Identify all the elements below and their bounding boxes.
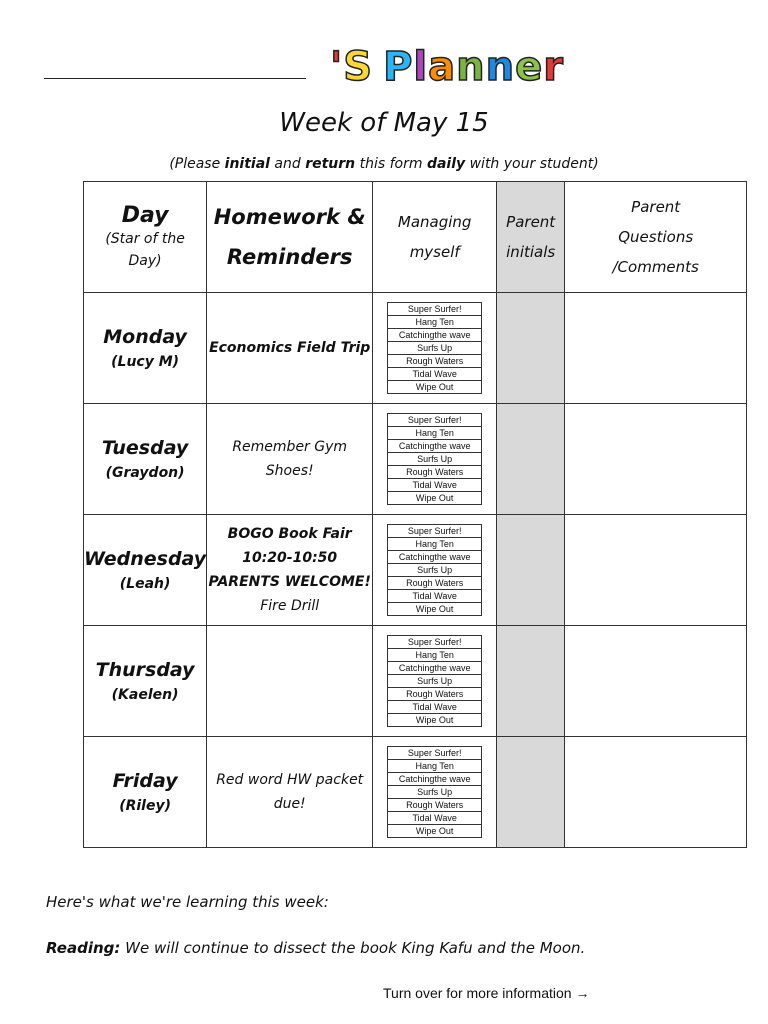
behavior-level-option[interactable]: Hang Ten bbox=[388, 649, 482, 662]
managing-myself-cell bbox=[373, 515, 497, 626]
table-header-row bbox=[84, 182, 747, 293]
header-managing-line-2: myself bbox=[409, 243, 460, 261]
parent-initials-field[interactable] bbox=[497, 515, 565, 626]
reading-label: Reading: bbox=[46, 939, 121, 957]
behavior-level-option[interactable]: Tidal Wave bbox=[388, 368, 482, 381]
homework-line: Fire Drill bbox=[260, 598, 320, 614]
instructions-part: (Please bbox=[169, 156, 225, 172]
behavior-scale bbox=[387, 302, 482, 394]
behavior-level-option[interactable]: Super Surfer! bbox=[388, 747, 482, 760]
star-student: (Leah) bbox=[119, 576, 171, 592]
homework-line: Remember Gym bbox=[232, 439, 348, 455]
behavior-level-option[interactable]: Hang Ten bbox=[388, 760, 482, 773]
student-name-line bbox=[44, 78, 306, 79]
behavior-level-option[interactable]: Tidal Wave bbox=[388, 701, 482, 714]
planner-table bbox=[83, 181, 747, 848]
header-managing-myself bbox=[373, 182, 497, 293]
behavior-level-option[interactable]: Tidal Wave bbox=[388, 590, 482, 603]
star-student: (Graydon) bbox=[105, 465, 185, 481]
header-day-subtitle-2: Day) bbox=[128, 252, 162, 269]
header-homework-line-2: Reminders bbox=[226, 245, 353, 269]
behavior-scale bbox=[387, 413, 482, 505]
behavior-level-option[interactable]: Surfs Up bbox=[388, 675, 482, 688]
behavior-scale bbox=[387, 524, 482, 616]
star-student: (Riley) bbox=[119, 798, 171, 814]
header-initials-line-1: Parent bbox=[506, 213, 556, 231]
behavior-level-option[interactable]: Super Surfer! bbox=[388, 303, 482, 316]
instructions-part: return bbox=[305, 156, 356, 172]
instructions-part: this form bbox=[355, 156, 427, 172]
header-homework-line-1: Homework & bbox=[213, 205, 366, 229]
parent-initials-field[interactable] bbox=[497, 404, 565, 515]
behavior-level-option[interactable]: Surfs Up bbox=[388, 342, 482, 355]
homework-line: BOGO Book Fair bbox=[227, 526, 352, 542]
behavior-level-option[interactable]: Hang Ten bbox=[388, 427, 482, 440]
behavior-level-option[interactable]: Surfs Up bbox=[388, 453, 482, 466]
homework-cell bbox=[207, 293, 373, 404]
behavior-level-option[interactable]: Surfs Up bbox=[388, 786, 482, 799]
table-row bbox=[84, 293, 747, 404]
header-comments-line-2: Questions bbox=[618, 228, 694, 246]
header-parent-initials bbox=[497, 182, 565, 293]
page-title: Week of May 15 bbox=[279, 108, 489, 138]
day-name: Monday bbox=[103, 326, 187, 348]
logo-letter: S bbox=[343, 44, 374, 90]
parent-comments-field[interactable] bbox=[565, 293, 747, 404]
day-name: Friday bbox=[112, 770, 178, 792]
header-homework bbox=[207, 182, 373, 293]
reading-text: We will continue to dissect the book King Kafu and the Moon. bbox=[120, 939, 586, 957]
behavior-level-option[interactable]: Rough Waters bbox=[388, 688, 482, 701]
behavior-level-option[interactable]: Tidal Wave bbox=[388, 479, 482, 492]
behavior-level-option[interactable]: Catchingthe wave bbox=[388, 773, 482, 786]
homework-cell bbox=[207, 737, 373, 848]
parent-comments-field[interactable] bbox=[565, 737, 747, 848]
day-cell bbox=[84, 404, 207, 515]
behavior-scale bbox=[387, 635, 482, 727]
behavior-scale bbox=[387, 746, 482, 838]
header-comments-line-1: Parent bbox=[631, 198, 681, 216]
instructions-text bbox=[0, 156, 768, 172]
header-initials-line-2: initials bbox=[506, 243, 556, 261]
homework-line: 10:20-10:50 bbox=[242, 550, 338, 566]
day-name: Tuesday bbox=[101, 437, 189, 459]
behavior-level-option[interactable]: Wipe Out bbox=[388, 825, 482, 838]
behavior-level-option[interactable]: Catchingthe wave bbox=[388, 662, 482, 675]
parent-comments-field[interactable] bbox=[565, 626, 747, 737]
parent-initials-field[interactable] bbox=[497, 626, 565, 737]
day-name: Thursday bbox=[95, 659, 195, 681]
instructions-part: daily bbox=[426, 156, 466, 172]
homework-line: due! bbox=[273, 796, 306, 812]
header-day-subtitle-1: (Star of the bbox=[105, 230, 185, 247]
managing-myself-cell bbox=[373, 737, 497, 848]
parent-comments-field[interactable] bbox=[565, 515, 747, 626]
behavior-level-option[interactable]: Catchingthe wave bbox=[388, 551, 482, 564]
table-row bbox=[84, 626, 747, 737]
instructions-part: with your student) bbox=[465, 156, 599, 172]
logo-letter: n bbox=[485, 44, 516, 90]
day-cell bbox=[84, 515, 207, 626]
behavior-level-option[interactable]: Wipe Out bbox=[388, 603, 482, 616]
parent-comments-field[interactable] bbox=[565, 404, 747, 515]
behavior-level-option[interactable]: Wipe Out bbox=[388, 492, 482, 505]
table-row bbox=[84, 404, 747, 515]
homework-line: Red word HW packet bbox=[216, 772, 364, 788]
behavior-level-option[interactable]: Surfs Up bbox=[388, 564, 482, 577]
behavior-level-option[interactable]: Super Surfer! bbox=[388, 414, 482, 427]
planner-body bbox=[84, 293, 747, 848]
table-row bbox=[84, 737, 747, 848]
parent-initials-field[interactable] bbox=[497, 737, 565, 848]
behavior-level-option[interactable]: Rough Waters bbox=[388, 799, 482, 812]
day-cell bbox=[84, 626, 207, 737]
logo-letter: e bbox=[515, 44, 544, 90]
instructions-part: and bbox=[269, 156, 306, 172]
managing-myself-cell bbox=[373, 626, 497, 737]
homework-cell bbox=[207, 515, 373, 626]
homework-line: Economics Field Trip bbox=[209, 340, 371, 356]
reading-line bbox=[46, 939, 585, 957]
header-day-title: Day bbox=[121, 202, 169, 228]
behavior-level-option[interactable]: Catchingthe wave bbox=[388, 440, 482, 453]
behavior-level-option[interactable]: Rough Waters bbox=[388, 355, 482, 368]
behavior-level-option[interactable]: Hang Ten bbox=[388, 316, 482, 329]
behavior-level-option[interactable]: Catchingthe wave bbox=[388, 329, 482, 342]
turn-over-note bbox=[383, 985, 589, 1001]
behavior-level-option[interactable]: Super Surfer! bbox=[388, 636, 482, 649]
table-row bbox=[84, 515, 747, 626]
learning-heading: Here's what we're learning this week: bbox=[46, 893, 329, 911]
header-comments-line-3: /Comments bbox=[612, 258, 699, 276]
instructions-part: initial bbox=[224, 156, 270, 172]
day-name: Wednesday bbox=[84, 548, 207, 570]
homework-cell bbox=[207, 404, 373, 515]
arrow-right-icon: → bbox=[575, 985, 590, 1001]
behavior-level-option[interactable]: Rough Waters bbox=[388, 466, 482, 479]
behavior-level-option[interactable]: Tidal Wave bbox=[388, 812, 482, 825]
behavior-level-option[interactable]: Rough Waters bbox=[388, 577, 482, 590]
logo-letter: l bbox=[413, 44, 429, 90]
homework-line: PARENTS WELCOME! bbox=[208, 574, 371, 590]
logo-letter: r bbox=[543, 44, 564, 90]
logo-letter: P bbox=[383, 44, 414, 90]
star-student: (Kaelen) bbox=[111, 687, 179, 703]
day-cell bbox=[84, 737, 207, 848]
logo-letter: ' bbox=[330, 44, 344, 90]
behavior-level-option[interactable]: Super Surfer! bbox=[388, 525, 482, 538]
logo-letter: n bbox=[456, 44, 486, 90]
day-cell bbox=[84, 293, 207, 404]
behavior-level-option[interactable]: Wipe Out bbox=[388, 381, 482, 394]
turn-over-text: Turn over for more information bbox=[383, 985, 572, 1001]
managing-myself-cell bbox=[373, 293, 497, 404]
header-managing-line-1: Managing bbox=[397, 213, 472, 231]
star-student: (Lucy M) bbox=[111, 354, 180, 370]
header-parent-comments bbox=[565, 182, 747, 293]
parent-initials-field[interactable] bbox=[497, 293, 565, 404]
managing-myself-cell bbox=[373, 404, 497, 515]
behavior-level-option[interactable]: Hang Ten bbox=[388, 538, 482, 551]
header-day bbox=[84, 182, 207, 293]
behavior-level-option[interactable]: Wipe Out bbox=[388, 714, 482, 727]
homework-cell bbox=[207, 626, 373, 737]
planner-logo bbox=[330, 44, 564, 90]
logo-letter: a bbox=[428, 44, 457, 90]
homework-line: Shoes! bbox=[265, 463, 314, 479]
